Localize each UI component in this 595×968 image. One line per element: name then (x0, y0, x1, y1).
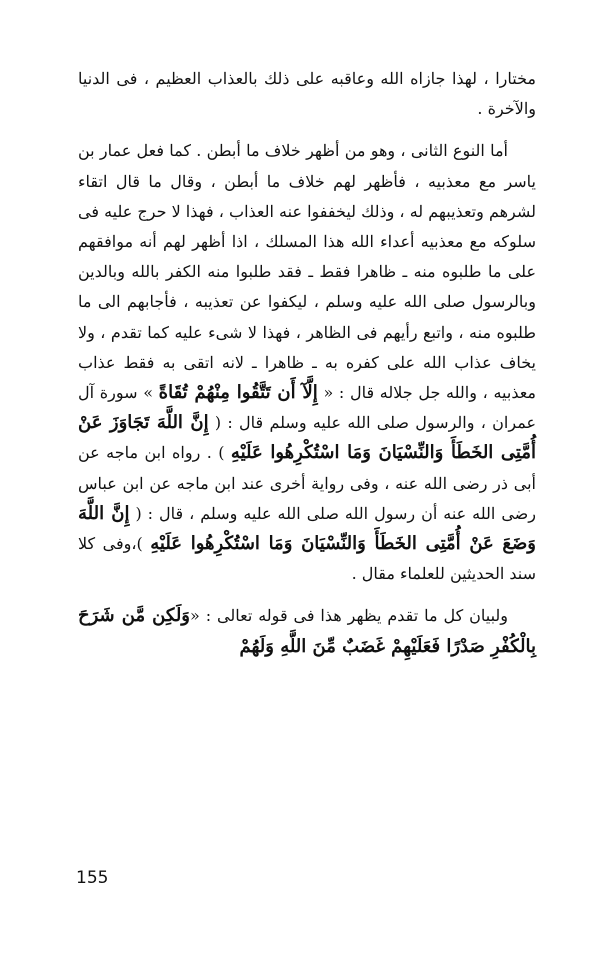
text-segment: مختارا ، لهذا جازاه الله وعاقبه على ذلك بالعذاب العظيم ، فى الدنيا والآخرة . (78, 69, 536, 119)
text-segment: أما النوع الثانى ، وهو من أظهر خلاف ما أبطن . كما فعل عمار بن ياسر مع معذبيه ، فأظهر لهم خلاف ما أبطن ، وقال ما قال اتقاء لشرهم وتعذيبهم له ، وذلك ليخففوا عنه العذاب ، فهذا لا حرج عليه فى سلوكه مع معذبيه أعداء الله هذا المسلك ، اذا أظهر لهم أنه موافقهم على ما طلبوه منه ـ ظاهرا فقط ـ فقد طلبوا منه الكفر بالله وبالدين وبالرسول صلى الله عليه وسلم ، ليكفوا عن تعذيبه ، فأجابهم الى ما طلبوه منه ، واتبع رأيهم فى الظاهر ، فهذا لا شىء عليه كما تقدم ، ولا يخاف عذاب الله على كفره به ـ ظاهرا ـ لانه اتقى به فقط عذاب معذبيه ، والله جل جلاله قال : « (78, 141, 537, 403)
page-number: 155 (76, 868, 109, 888)
quoted-verse: وَلَكِن مَّن شَرَحَ بِالْكُفْرِ صَدْرًا فَعَلَيْهِمْ غَضَبٌ مِّنَ اللَّهِ وَلَهُمْ (78, 605, 536, 657)
text-segment: » سورة آل عمران ، والرسول صلى الله عليه وسلم قال : ( (78, 383, 536, 433)
text-segment: )،وفى كلا سند الحديثين للعلماء مقال . (78, 534, 536, 584)
paragraph-intro (78, 64, 536, 124)
paragraph-second-type (78, 136, 536, 589)
quoted-verse: إِلَّآ أَن تَتَّقُوا مِنْهُمْ تُقَاةً (158, 382, 318, 404)
quoted-verse: إِنَّ اللَّهَ وَضَعَ عَنْ أُمَّتِى الخَطَأَ وَالنِّسْيَانَ وَمَا اسْتُكْرِهُوا عَلَيْهِ (78, 502, 536, 555)
page-body-text (78, 64, 536, 662)
quoted-verse: إِنَّ اللَّهَ تَجَاوَزَ عَنْ أُمَّتِى الخَطَأَ وَالنِّسْيَانَ وَمَا اسْتُكْرِهُوا عَلَيْهِ (78, 412, 536, 464)
text-segment: ) . رواه ابن ماجه عن أبى ذر رضى الله عنه ، وفى رواية أخرى عند ابن ماجه عن ابن عباس رضى الله عنه أن رسول الله صلى الله عليه وسلم ، قال : ( (78, 443, 536, 523)
paragraph-conclusion (78, 601, 536, 661)
text-segment: ولبيان كل ما تقدم يظهر هذا فى قوله تعالى : « (190, 606, 508, 626)
